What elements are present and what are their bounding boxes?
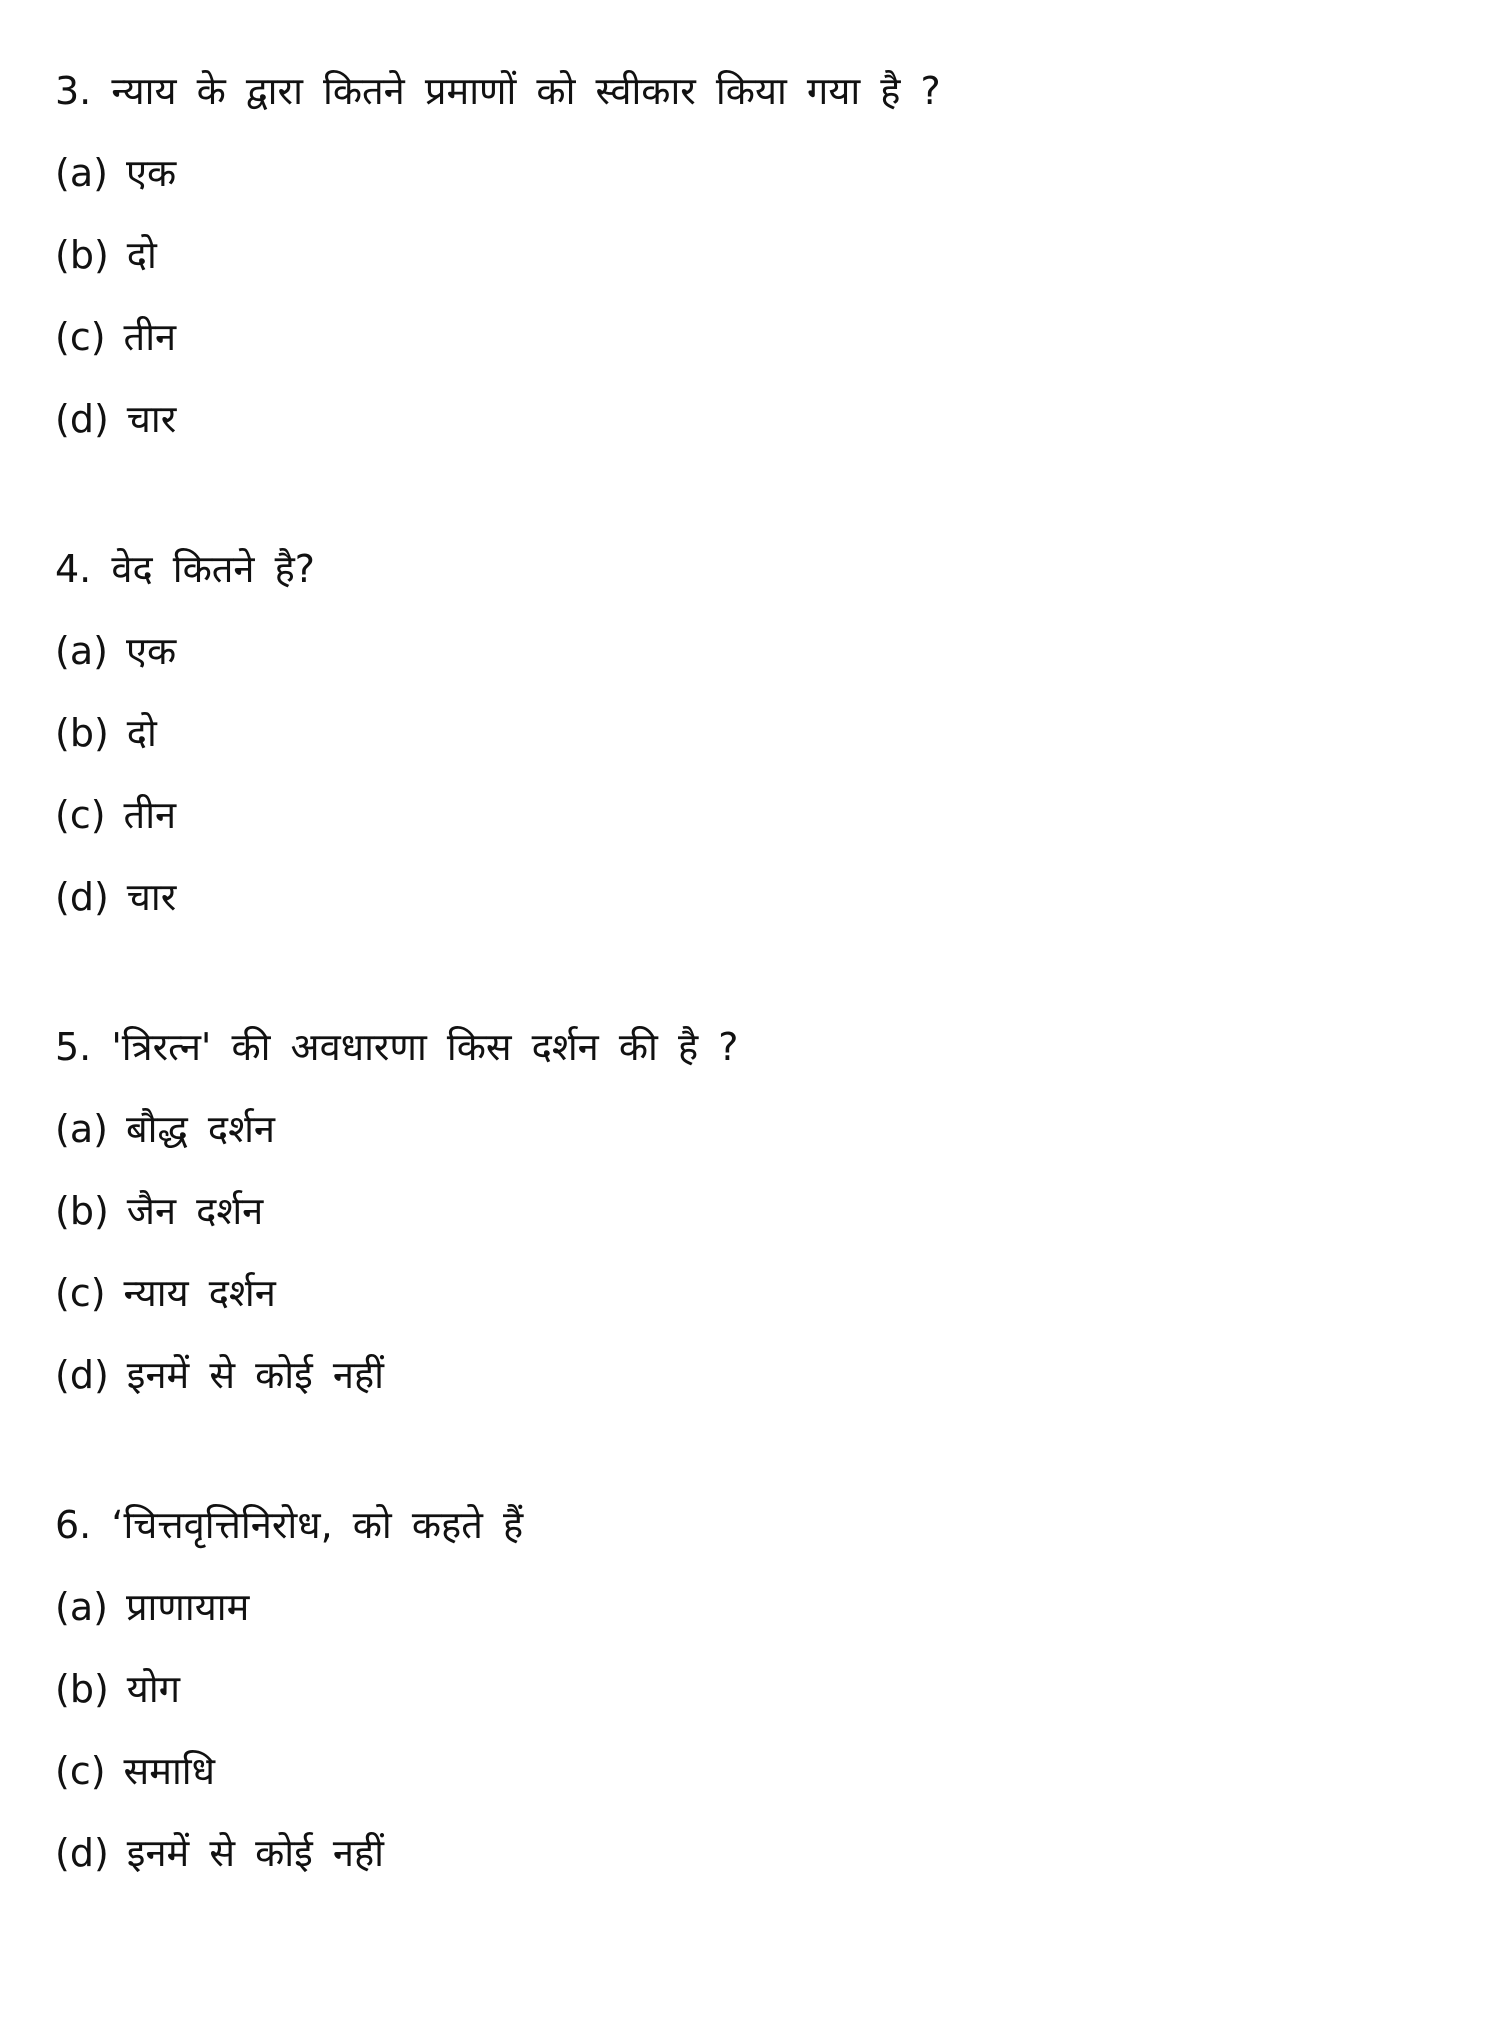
option-letter: (c): [55, 793, 106, 837]
question-block-6: [55, 1504, 1465, 1874]
option-d[interactable]: [55, 398, 1465, 440]
question-text: न्याय के द्वारा कितने प्रमाणों को स्वीकार किया गया है ?: [111, 69, 941, 113]
option-text: तीन: [123, 793, 177, 837]
question-4: [55, 548, 1465, 590]
option-letter: (d): [55, 397, 109, 441]
option-c[interactable]: [55, 1750, 1465, 1792]
question-text: 'त्रिरत्न' की अवधारणा किस दर्शन की है ?: [111, 1025, 739, 1069]
question-number: 4.: [55, 547, 92, 591]
option-text: तीन: [123, 315, 177, 359]
option-text: प्राणायाम: [125, 1585, 250, 1629]
option-text: एक: [125, 151, 177, 195]
option-b[interactable]: [55, 1668, 1465, 1710]
question-number: 3.: [55, 69, 92, 113]
option-text: एक: [125, 629, 177, 673]
option-letter: (d): [55, 1831, 109, 1875]
question-text: ‘चित्तवृत्तिनिरोध, को कहते हैं: [111, 1503, 524, 1547]
option-text: दो: [126, 711, 157, 755]
option-text: योग: [126, 1667, 181, 1711]
option-letter: (b): [55, 1189, 109, 1233]
option-letter: (d): [55, 1353, 109, 1397]
option-b[interactable]: [55, 1190, 1465, 1232]
option-d[interactable]: [55, 876, 1465, 918]
option-text: दो: [126, 233, 157, 277]
option-d[interactable]: [55, 1832, 1465, 1874]
option-letter: (b): [55, 233, 109, 277]
question-text: वेद कितने है?: [111, 547, 315, 591]
option-letter: (a): [55, 629, 108, 673]
option-a[interactable]: [55, 152, 1465, 194]
option-letter: (b): [55, 1667, 109, 1711]
question-3: [55, 70, 1465, 112]
option-letter: (a): [55, 151, 108, 195]
question-number: 6.: [55, 1503, 92, 1547]
question-block-3: [55, 70, 1465, 440]
option-letter: (c): [55, 1271, 106, 1315]
option-text: बौद्ध दर्शन: [125, 1107, 276, 1151]
option-text: समाधि: [123, 1749, 216, 1793]
option-text: इनमें से कोई नहीं: [126, 1353, 384, 1397]
option-a[interactable]: [55, 630, 1465, 672]
option-d[interactable]: [55, 1354, 1465, 1396]
option-letter: (c): [55, 1749, 106, 1793]
option-text: चार: [126, 875, 177, 919]
option-c[interactable]: [55, 794, 1465, 836]
option-text: जैन दर्शन: [126, 1189, 264, 1233]
question-page: [55, 70, 1465, 1874]
option-a[interactable]: [55, 1586, 1465, 1628]
question-block-4: [55, 548, 1465, 918]
question-block-5: [55, 1026, 1465, 1396]
option-letter: (b): [55, 711, 109, 755]
option-b[interactable]: [55, 234, 1465, 276]
option-letter: (c): [55, 315, 106, 359]
option-text: इनमें से कोई नहीं: [126, 1831, 384, 1875]
option-b[interactable]: [55, 712, 1465, 754]
option-letter: (a): [55, 1107, 108, 1151]
option-text: न्याय दर्शन: [123, 1271, 276, 1315]
option-a[interactable]: [55, 1108, 1465, 1150]
question-number: 5.: [55, 1025, 92, 1069]
question-6: [55, 1504, 1465, 1546]
option-c[interactable]: [55, 1272, 1465, 1314]
option-text: चार: [126, 397, 177, 441]
option-c[interactable]: [55, 316, 1465, 358]
option-letter: (a): [55, 1585, 108, 1629]
question-5: [55, 1026, 1465, 1068]
option-letter: (d): [55, 875, 109, 919]
